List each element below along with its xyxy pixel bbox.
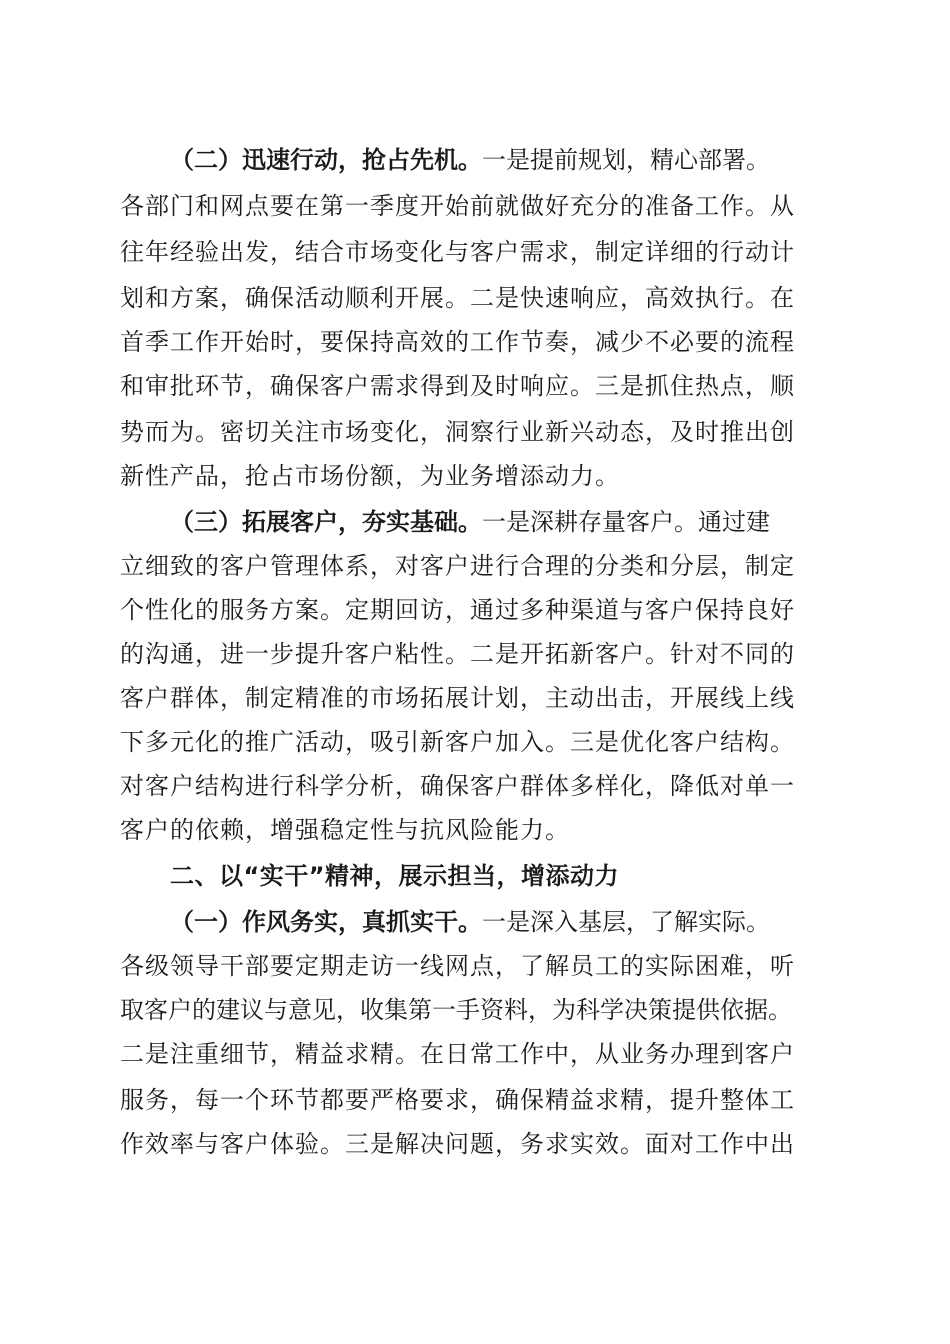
paragraph-line (0, 138, 950, 182)
line-text: 和审批环节，确保客户需求得到及时响应。三是抓住热点，顺 (120, 372, 795, 400)
section-heading (0, 854, 950, 898)
line-text: 个性化的服务方案。定期回访，通过多种渠道与客户保持良好 (120, 596, 795, 624)
line-text: 一是提前规划，精心部署。 (482, 146, 770, 174)
line-text: 立细致的客户管理体系，对客户进行合理的分类和分层，制定 (120, 552, 795, 580)
line-text: 对客户结构进行科学分析，确保客户群体多样化，降低对单一 (120, 772, 795, 800)
line-text: 往年经验出发，结合市场变化与客户需求，制定详细的行动计 (120, 238, 795, 266)
line-text: 下多元化的推广活动，吸引新客户加入。三是优化客户结构。 (120, 728, 795, 756)
paragraph-line (0, 500, 950, 544)
line-text: 首季工作开始时，要保持高效的工作节奏，减少不必要的流程 (120, 328, 795, 356)
paragraph-line (0, 900, 950, 944)
line-text: 一是深耕存量客户。通过建 (482, 508, 770, 536)
paragraph-line (0, 988, 950, 1032)
subsection-heading: （一）作风务实，真抓实干。 (170, 907, 482, 936)
section-heading-text: 二、以“实干”精神，展示担当，增添动力 (170, 862, 620, 890)
paragraph-line (0, 1122, 950, 1166)
line-text: 二是注重细节，精益求精。在日常工作中，从业务办理到客户 (120, 1040, 795, 1068)
paragraph-line (0, 276, 950, 320)
paragraph-line (0, 544, 950, 588)
paragraph-line (0, 764, 950, 808)
paragraph-line (0, 410, 950, 454)
paragraph-line (0, 632, 950, 676)
line-text: 客户的依赖，增强稳定性与抗风险能力。 (120, 816, 570, 844)
paragraph-line (0, 808, 950, 852)
subsection-heading: （二）迅速行动，抢占先机。 (170, 145, 482, 174)
line-text: 一是深入基层，了解实际。 (482, 908, 770, 936)
line-text: 各级领导干部要定期走访一线网点，了解员工的实际困难，听 (120, 952, 795, 980)
paragraph-line (0, 230, 950, 274)
line-text: 服务，每一个环节都要严格要求，确保精益求精，提升整体工 (120, 1086, 795, 1114)
line-text: 新性产品，抢占市场份额，为业务增添动力。 (120, 462, 620, 490)
paragraph-line (0, 364, 950, 408)
line-text: 的沟通，进一步提升客户粘性。二是开拓新客户。针对不同的 (120, 640, 795, 668)
paragraph-line (0, 944, 950, 988)
paragraph-line (0, 1032, 950, 1076)
paragraph-line (0, 676, 950, 720)
paragraph-line (0, 1078, 950, 1122)
paragraph-line (0, 588, 950, 632)
line-text: 各部门和网点要在第一季度开始前就做好充分的准备工作。从 (120, 192, 795, 220)
line-text: 客户群体，制定精准的市场拓展计划，主动出击，开展线上线 (120, 684, 795, 712)
paragraph-line (0, 320, 950, 364)
subsection-heading: （三）拓展客户，夯实基础。 (170, 507, 482, 536)
paragraph-line (0, 720, 950, 764)
paragraph-line (0, 454, 950, 498)
line-text: 势而为。密切关注市场变化，洞察行业新兴动态，及时推出创 (120, 418, 795, 446)
line-text: 取客户的建议与意见，收集第一手资料，为科学决策提供依据。 (120, 996, 792, 1024)
line-text: 作效率与客户体验。三是解决问题，务求实效。面对工作中出 (120, 1130, 795, 1158)
line-text: 划和方案，确保活动顺利开展。二是快速响应，高效执行。在 (120, 284, 795, 312)
paragraph-line (0, 184, 950, 228)
